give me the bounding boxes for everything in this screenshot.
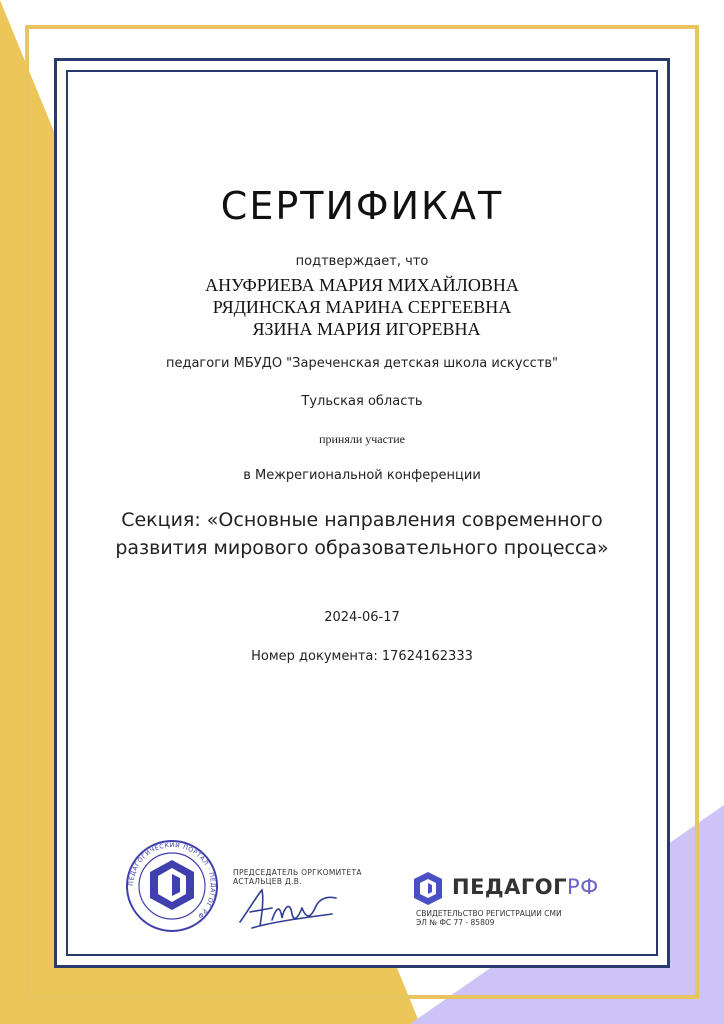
logo-rf-text: РФ: [567, 875, 599, 899]
recipient-names: [0, 274, 724, 340]
registration-line: ЭЛ № ФС 77 - 85809: [416, 918, 495, 927]
recipient-name: ЯЗИНА МАРИЯ ИГОРЕВНА: [243, 319, 481, 339]
date-text: 2024-06-17: [324, 610, 400, 625]
confirms-text: подтверждает, что: [295, 254, 429, 269]
position-text: педагоги МБУДО "Зареченская детская школа искусств": [165, 356, 559, 371]
region-text: Тульская область: [301, 394, 423, 409]
seal-stamp: [124, 838, 220, 934]
document-number: Номер документа: 17624162333: [251, 649, 473, 664]
logo-wordmark: [452, 875, 599, 899]
handwritten-signature: [232, 878, 342, 938]
recipient-name: АНУФРИЕВА МАРИЯ МИХАЙЛОВНА: [205, 275, 519, 295]
participated-text: приняли участие: [319, 432, 405, 446]
event-text: в Межрегиональной конференции: [243, 468, 481, 483]
logo-main-text: ПЕДАГОГ: [452, 875, 567, 899]
registration-caption: [416, 909, 562, 927]
section-line: Секция: «Основные направления современного: [121, 509, 603, 531]
svg-text:ПЕДАГОГИЧЕСКИЙ ПОРТАЛ · ПЕДАГО: ПЕДАГОГИЧЕСКИЙ ПОРТАЛ · ПЕДАГОГ РФ: [127, 841, 217, 920]
registration-line: СВИДЕТЕЛЬСТВО РЕГИСТРАЦИИ СМИ: [416, 909, 562, 918]
certificate-title: СЕРТИФИКАТ: [220, 184, 504, 228]
chair-position: ПРЕДСЕДАТЕЛЬ ОРГКОМИТЕТА: [233, 868, 362, 877]
section-name: [0, 506, 724, 562]
recipient-name: РЯДИНСКАЯ МАРИНА СЕРГЕЕВНА: [212, 297, 512, 317]
section-line: развития мирового образовательного процесса»: [115, 537, 609, 559]
chair-name: АСТАЛЬЦЕВ Д.В.: [233, 877, 302, 886]
